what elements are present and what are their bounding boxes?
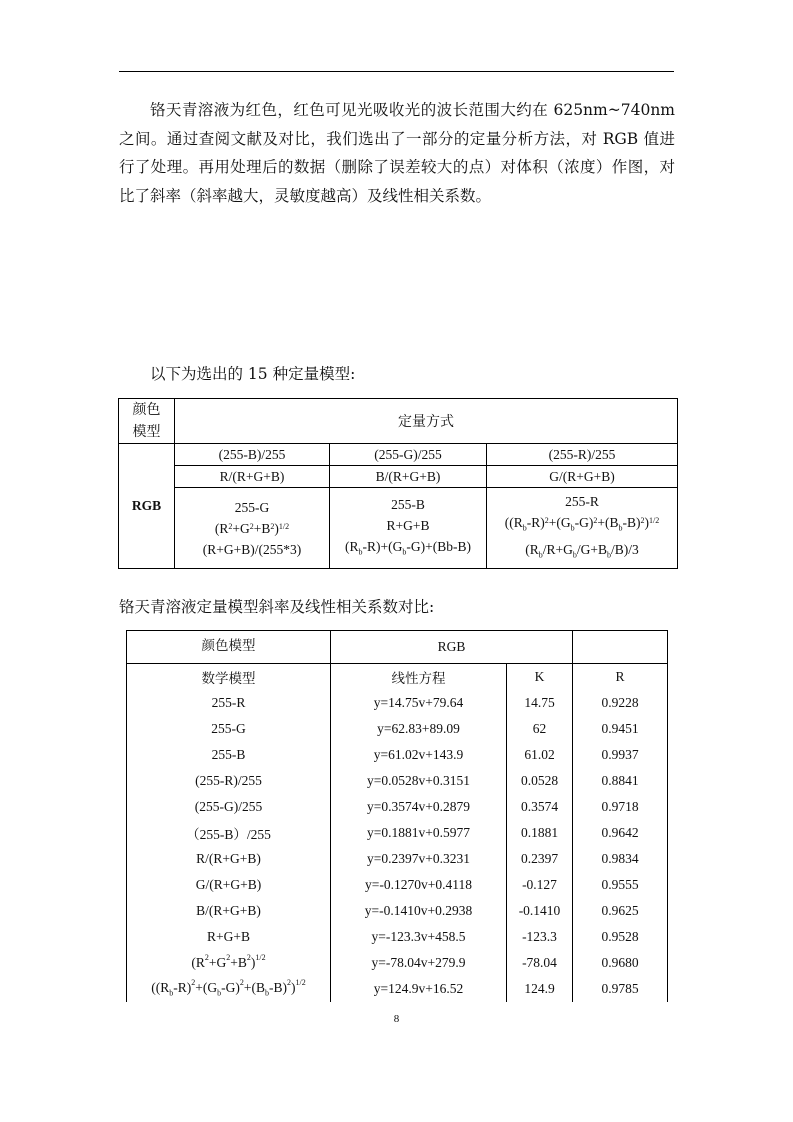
method-line: $((R_b-R)^2+(G_b-G)^2+(B_b-B)^2)^{1/2}$ xyxy=(504,515,660,533)
method-cell-stack xyxy=(330,488,487,569)
model-cell: （255-B）/255 xyxy=(127,820,331,846)
header-linear-eq: 线性方程 xyxy=(331,664,507,691)
r-cell: 0.9834 xyxy=(573,846,668,872)
k-cell: -0.127 xyxy=(507,872,573,898)
table-row xyxy=(127,898,668,924)
body-paragraph: 铬天青溶液为红色，红色可见光吸收光的波长范围大约在 625nm~740nm 之间。通过查阅文献及对比，我们选出了一部分的定量分析方法，对 RGB 值进行了处理。再用处理后的数据（删除了误差较大的点）对体积（浓度）作图，对比了斜率（斜率越大，灵敏度越高）及线性相关系数。 xyxy=(119,101,675,205)
method-line: $(R_b/R+G_b/G+B_b/B)/3$ xyxy=(525,541,639,560)
eq-cell: y=-78.04v+279.9 xyxy=(331,950,507,976)
k-cell: 61.02 xyxy=(507,742,573,768)
rgb-label: RGB xyxy=(119,444,175,569)
r-cell: 0.9680 xyxy=(573,950,668,976)
table-row xyxy=(127,976,668,1002)
eq-cell: y=0.0528v+0.3151 xyxy=(331,768,507,794)
k-cell: 14.75 xyxy=(507,690,573,716)
k-cell: 0.2397 xyxy=(507,846,573,872)
method-line: 255-B xyxy=(391,496,425,512)
eq-cell: y=124.9v+16.52 xyxy=(331,976,507,1002)
method-cell-stack xyxy=(487,488,678,569)
eq-cell: y=0.1881v+0.5977 xyxy=(331,820,507,846)
table-row xyxy=(127,820,668,846)
model-cell: (255-R)/255 xyxy=(127,768,331,794)
r-cell: 0.9555 xyxy=(573,872,668,898)
table-row xyxy=(127,794,668,820)
k-cell: 0.3574 xyxy=(507,794,573,820)
eq-cell: y=-0.1270v+0.4118 xyxy=(331,872,507,898)
r-cell: 0.9451 xyxy=(573,716,668,742)
method-cell: (255-R)/255 xyxy=(487,444,678,466)
eq-cell: y=-123.3v+458.5 xyxy=(331,924,507,950)
r-cell: 0.9528 xyxy=(573,924,668,950)
models-intro: 以下为选出的 15 种定量模型: xyxy=(150,365,356,383)
r-cell: 0.9937 xyxy=(573,742,668,768)
header-method: 定量方式 xyxy=(175,399,678,444)
eq-cell: y=0.2397v+0.3231 xyxy=(331,846,507,872)
table-row xyxy=(127,716,668,742)
model-cell: $(R^2+G^2+B^2)^{1/2}$ xyxy=(127,950,331,976)
model-cell: $((R_b-R)^2+(G_b-G)^2+(B_b-B)^2)^{1/2}$ xyxy=(127,976,331,1002)
header-color-model: 颜色模型 xyxy=(119,399,175,444)
header-empty xyxy=(573,631,668,664)
model-cell: G/(R+G+B) xyxy=(127,872,331,898)
method-cell: (255-G)/255 xyxy=(330,444,487,466)
r-cell: 0.9228 xyxy=(573,690,668,716)
r-cell: 0.9718 xyxy=(573,794,668,820)
r-cell: 0.8841 xyxy=(573,768,668,794)
header-math-model: 数学模型 xyxy=(127,664,331,691)
table-row xyxy=(127,690,668,716)
table-row xyxy=(127,846,668,872)
r-cell: 0.9785 xyxy=(573,976,668,1002)
r-cell: 0.9642 xyxy=(573,820,668,846)
eq-cell: y=62.83+89.09 xyxy=(331,716,507,742)
comparison-intro: 铬天青溶液定量模型斜率及线性相关系数对比: xyxy=(119,598,435,616)
eq-cell: y=14.75v+79.64 xyxy=(331,690,507,716)
k-cell: -0.1410 xyxy=(507,898,573,924)
page-number: 8 xyxy=(393,1013,400,1025)
table-row xyxy=(127,924,668,950)
method-line: $(R_b-R)+(G_b-G)+(Bb-B)$ xyxy=(345,538,471,557)
eq-cell: y=61.02v+143.9 xyxy=(331,742,507,768)
r-cell: 0.9625 xyxy=(573,898,668,924)
method-line: R+G+B xyxy=(386,517,430,533)
model-cell: B/(R+G+B) xyxy=(127,898,331,924)
model-cell: 255-B xyxy=(127,742,331,768)
header-rule xyxy=(119,71,674,72)
table-row xyxy=(127,950,668,976)
method-line: 255-G xyxy=(234,499,270,515)
header-rgb: RGB xyxy=(331,631,573,664)
model-cell: R/(R+G+B) xyxy=(127,846,331,872)
comparison-rows xyxy=(127,690,668,950)
header-r: R xyxy=(573,664,668,691)
header-color-model-2: 颜色模型 xyxy=(127,631,331,664)
eq-cell: y=0.3574v+0.2879 xyxy=(331,794,507,820)
quant-method-table xyxy=(118,398,678,569)
k-cell: -123.3 xyxy=(507,924,573,950)
method-line: 255-R xyxy=(565,494,599,509)
method-cell: (255-B)/255 xyxy=(175,444,330,466)
table-row xyxy=(127,768,668,794)
k-cell: 124.9 xyxy=(507,976,573,1002)
table-row xyxy=(127,742,668,768)
k-cell: 62 xyxy=(507,716,573,742)
k-cell: 0.0528 xyxy=(507,768,573,794)
k-cell: -78.04 xyxy=(507,950,573,976)
model-cell: R+G+B xyxy=(127,924,331,950)
comparison-table xyxy=(126,630,668,1002)
method-line: (R+G+B)/(255*3) xyxy=(202,541,302,557)
model-cell: (255-G)/255 xyxy=(127,794,331,820)
k-cell: 0.1881 xyxy=(507,820,573,846)
header-k: K xyxy=(507,664,573,691)
model-cell: 255-G xyxy=(127,716,331,742)
method-cell: G/(R+G+B) xyxy=(487,466,678,488)
method-line: $(R^2+G^2+B^2)^{1/2}$ xyxy=(214,520,290,536)
method-cell-stack xyxy=(175,488,330,569)
table-row xyxy=(127,872,668,898)
method-cell: B/(R+G+B) xyxy=(330,466,487,488)
method-cell: R/(R+G+B) xyxy=(175,466,330,488)
model-cell: 255-R xyxy=(127,690,331,716)
eq-cell: y=-0.1410v+0.2938 xyxy=(331,898,507,924)
